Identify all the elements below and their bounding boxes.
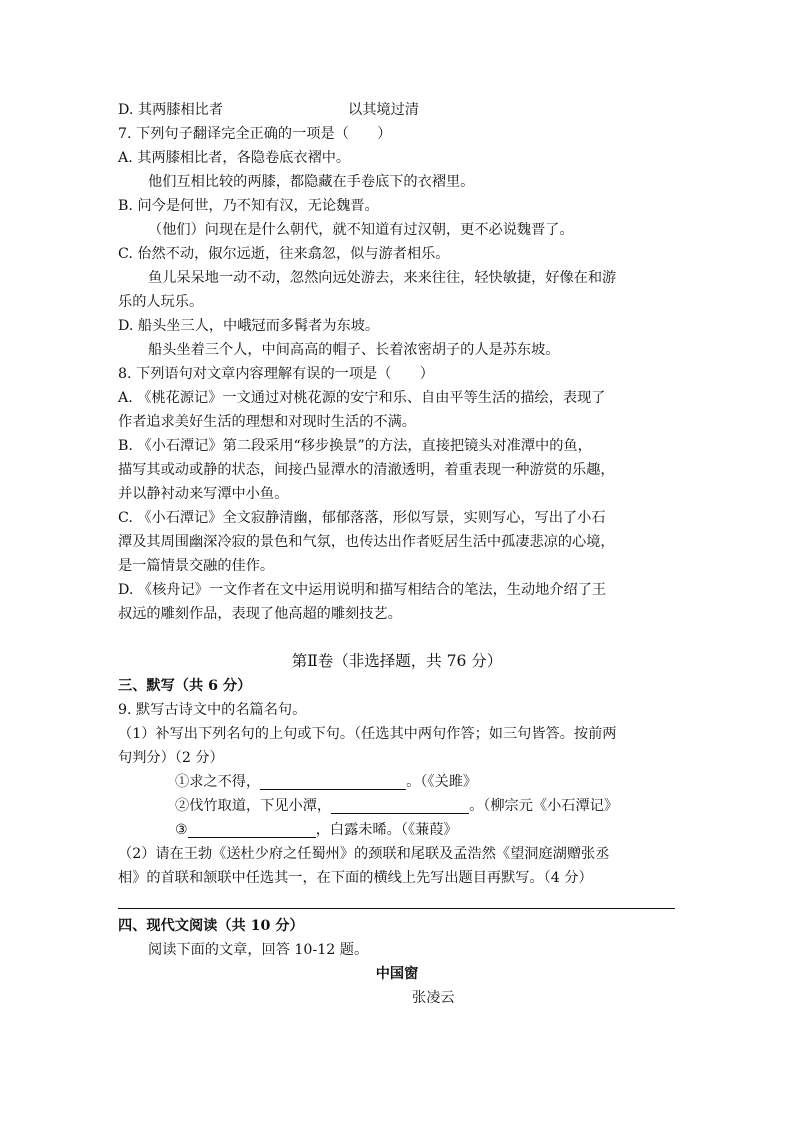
q7-option-c-translation-1: 鱼儿呆呆地一动不动，忽然向远处游去，来来往往，轻快敏捷，好像在和游 [148,270,617,286]
q8-option-a-1: A. 《桃花源记》一文通过对桃花源的安宁和乐、自由平等生活的描绘，表现了 [118,390,606,406]
q9-sub1-line2: 句判分）（2 分） [118,750,224,766]
q9-sub2-line1: （2）请在王勃《送杜少府之任蜀州》的颈联和尾联及孟浩然《望洞庭湖赠张丞 [118,846,610,862]
q9-item-2-prefix: ②伐竹取道，下见小潭， [175,798,332,814]
answer-blank-2[interactable] [331,797,469,814]
answer-blank-3[interactable] [188,821,316,838]
q7-option-b-translation: （他们）问现在是什么朝代，就不知道有过汉朝，更不必说魏晋了。 [148,222,574,238]
q8-stem: 8. 下列语句对文章内容理解有误的一项是（ ） [118,366,434,382]
q8-option-c-1: C. 《小石潭记》全文寂静清幽，郁郁落落，形似写景，实则写心，写出了小石 [118,510,606,526]
answer-line[interactable] [118,908,675,909]
article-author: 张凌云 [412,990,455,1006]
q8-option-a-2: 作者追求美好生活的理想和对现时生活的不满。 [118,414,416,430]
q9-item-3-suffix: ，白露未晞。（《蒹葭》 [315,822,458,838]
q9-stem: 9. 默写古诗文中的名篇名句。 [118,702,307,718]
q8-option-c-3: 是一篇情景交融的佳作。 [118,558,275,574]
article-title: 中国窗 [375,966,419,982]
q9-item-1-suffix: 。（《关雎》 [406,774,478,790]
section4-instruction: 阅读下面的文章，回答 10-12 题。 [148,942,369,958]
q9-item-2 [175,796,676,816]
q7-option-a-translation: 他们互相比较的两膝，都隐藏在手卷底下的衣褶里。 [148,174,475,190]
q6-option-d [118,100,676,120]
q9-item-3 [175,820,676,840]
q8-option-d-2: 叔远的雕刻作品，表现了他高超的雕刻技艺。 [118,606,402,622]
q7-option-b: B. 问今是何世，乃不知有汉，无论魏晋。 [118,198,379,214]
q9-sub1-line1: （1）补写出下列名句的上句或下句。（任选其中两句作答；如三句皆答。按前两 [118,726,617,742]
q6-option-d-part-b: 以其境过清 [348,102,419,118]
q8-option-b-2: 描写其或动或静的状态，间接凸显潭水的清澈透明，着重表现一种游赏的乐趣， [118,462,615,478]
q7-option-c-translation-2: 乐的人玩乐。 [118,294,204,310]
section4-heading: 四、现代文阅读（共 10 分） [118,918,304,934]
q9-item-1-prefix: ①求之不得， [175,774,261,790]
part2-title: 第Ⅱ卷（非选择题，共 76 分） [291,652,503,670]
section3-heading: 三、默写（共 6 分） [118,678,252,694]
q7-option-c: C. 佁然不动，俶尔远逝，往来翕忽，似与游者相乐。 [118,246,450,262]
q8-option-b-1: B. 《小石潭记》第二段采用“移步换景”的方法，直接把镜头对准潭中的鱼， [118,438,592,454]
q7-stem: 7. 下列句子翻译完全正确的一项是（ ） [118,126,392,142]
q7-option-a: A. 其两膝相比者，各隐卷底衣褶中。 [118,150,351,166]
q9-item-3-prefix: ③ [175,822,188,838]
q6-option-d-part-a: D. 其两膝相比者 [118,102,224,118]
q9-sub2-line2: 相》的首联和颔联中任选其一，在下面的横线上先写出题目再默写。（4 分） [118,870,593,886]
q8-option-b-3: 并以静衬动来写潭中小鱼。 [118,486,289,502]
q9-item-2-suffix: 。（柳宗元《小石潭记》 [469,798,619,814]
q8-option-d-1: D. 《核舟记》一文作者在文中运用说明和描写相结合的笔法，生动地介绍了王 [118,582,607,598]
q7-option-d: D. 船头坐三人，中峨冠而多髯者为东坡。 [118,318,380,334]
answer-blank-1[interactable] [260,773,406,790]
q9-item-1 [175,772,676,792]
q7-option-d-translation: 船头坐着三个人，中间高高的帽子、长着浓密胡子的人是苏东坡。 [148,342,560,358]
q8-option-c-2: 潭及其周围幽深冷寂的景色和气氛，也传达出作者贬居生活中孤凄悲凉的心境， [118,534,615,550]
